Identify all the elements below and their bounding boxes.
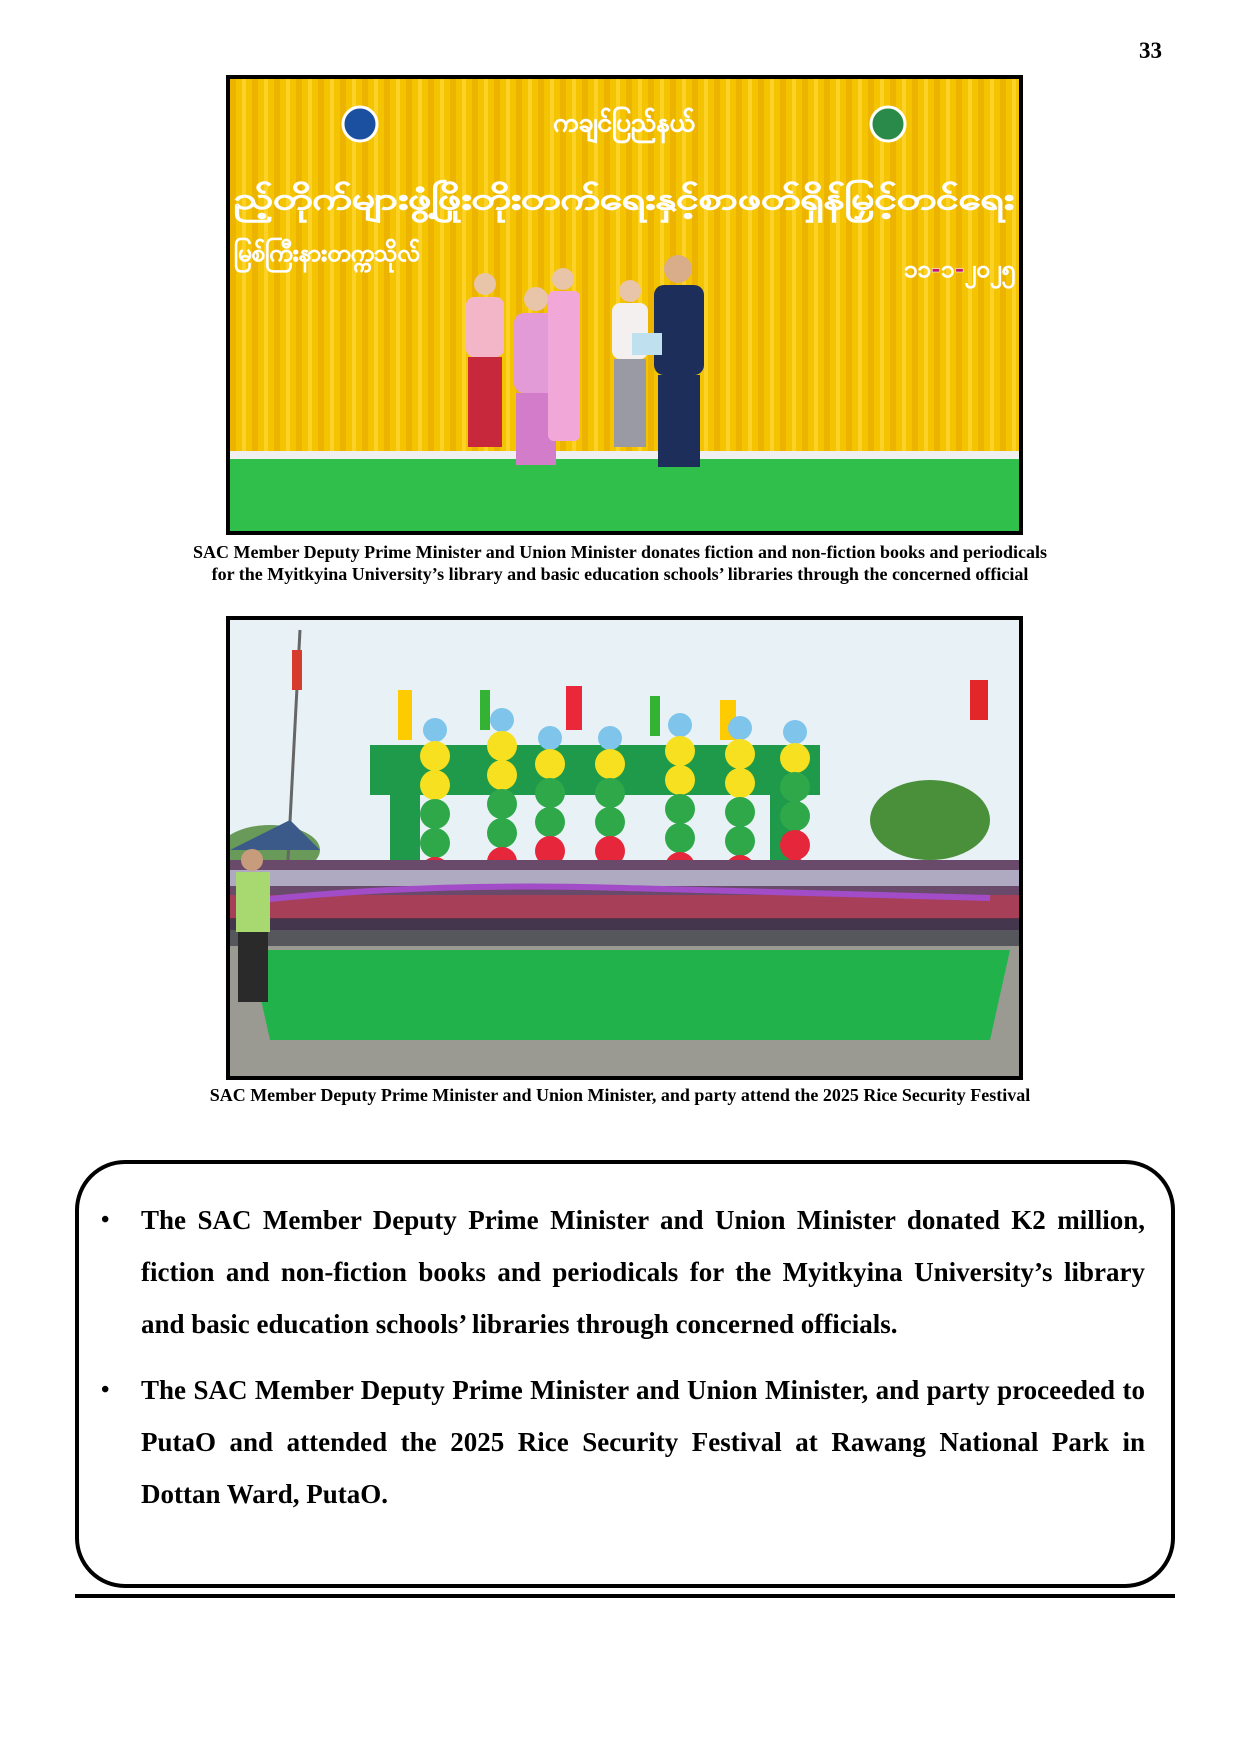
summary-item-text: The SAC Member Deputy Prime Minister and Union Minister donated K2 million, fiction and non-fiction books and periodicals for the Myitkyina University’s library and basic education schools’ libraries through concerned officials. (141, 1205, 1145, 1339)
page-number: 33 (1139, 38, 1162, 63)
banner-line-3-right: ၁၁-၁-၂၀၂၅ (904, 255, 1015, 283)
summary-item (101, 1364, 1145, 1520)
banner-line-2: ည့်တိုက်များဖွံ့ဖြိုးတိုးတက်ရေးနှင့်စာဖတ်ရှိန်မြှင့်တင်ရေး (234, 182, 814, 217)
flag-1-icon (292, 650, 302, 690)
photo-rice-festival-image (230, 620, 1019, 1076)
summary-item-text: The SAC Member Deputy Prime Minister and Union Minister, and party proceeded to PutaO and attended the 2025 Rice Security Festival at Rawang National Park in Dottan Ward, PutaO. (141, 1375, 1145, 1509)
photo-book-donation (226, 75, 1023, 535)
stage-edge (230, 451, 1019, 459)
summary-list (79, 1164, 1171, 1520)
green-stage-floor (230, 457, 1019, 531)
caption-rice-festival: SAC Member Deputy Prime Minister and Union Minister, and party attend the 2025 Rice Security Festival (209, 1085, 1031, 1105)
bullet-icon: • (101, 1377, 110, 1403)
flag-red-icon (970, 680, 988, 720)
right-emblem-icon (871, 107, 905, 141)
trees-right (870, 780, 990, 860)
person-left-woman (466, 273, 504, 447)
photo-book-donation-image (230, 79, 1019, 531)
caption-book-donation: SAC Member Deputy Prime Minister and Union Minister donates fiction and non-fiction books and periodicals for the Myitkyina University’s library and basic education schools’ libraries through the concerned official (192, 542, 1048, 584)
crowd (230, 860, 1019, 946)
bullet-icon: • (101, 1207, 110, 1233)
photo-rice-festival (226, 616, 1023, 1080)
bottom-rule (75, 1594, 1175, 1598)
green-carpet (250, 950, 1010, 1040)
person-right-woman (612, 280, 648, 447)
arch-left-pillar (390, 795, 420, 865)
banner-line-3-left: မြစ်ကြီးနားတက္ကသိုလ် (234, 239, 420, 267)
left-emblem-icon (343, 107, 377, 141)
summary-item (101, 1194, 1145, 1350)
person-back-woman (548, 268, 580, 441)
banner-line-1: ကချင်ပြည်နယ် (553, 108, 695, 138)
summary-box (75, 1160, 1175, 1588)
